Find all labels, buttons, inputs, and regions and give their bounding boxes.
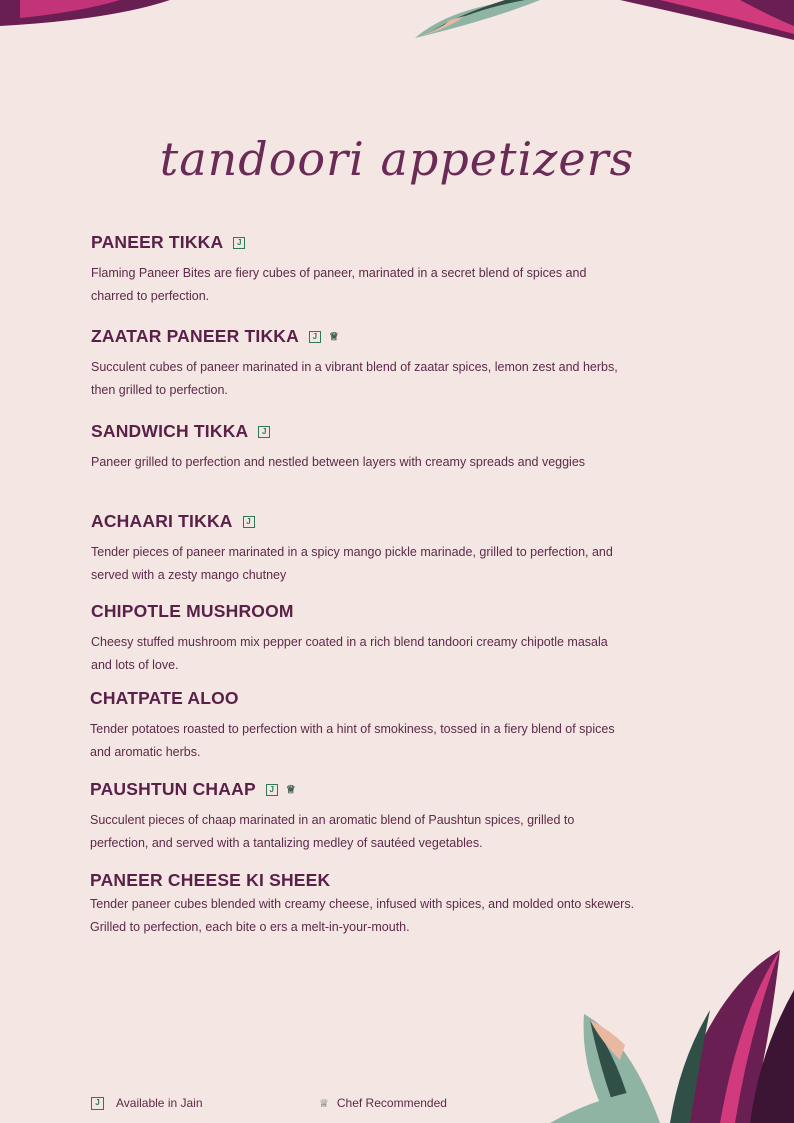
legend-jain-label: Available in Jain [116,1096,203,1110]
menu-item-sandwich-tikka [91,421,621,474]
item-description: Succulent pieces of chaap marinated in an aromatic blend of Paushtun spices, grilled to perfection, and served with a tantalizing medley of sautéed vegetables. [90,813,575,850]
menu-item-achaari-tikka [91,511,621,587]
jain-icon: J [309,331,321,343]
item-name: SANDWICH TIKKA [91,421,249,441]
chef-hat-icon: ♕ [319,1097,329,1110]
item-description: Paneer grilled to perfection and nestled between layers with creamy spreads and veggies [91,455,586,469]
menu-item-paneer-tikka [91,232,621,308]
jain-icon: J [243,516,255,528]
chef-hat-icon: ♕ [285,784,296,796]
legend-chef-label: Chef Recommended [336,1096,447,1110]
item-name: ZAATAR PANEER TIKKA [91,326,299,346]
leaf-decoration-top-left [0,0,170,30]
item-name: PANEER CHEESE KI SHEEK [90,870,331,890]
page-title: tandoori appetizers [159,132,635,186]
item-name: PAUSHTUN CHAAP [90,779,256,799]
item-name: CHIPOTLE MUSHROOM [91,601,294,621]
item-description: Succulent cubes of paneer marinated in a vibrant blend of zaatar spices, lemon zest and herbs, then grilled to perfection. [91,360,618,397]
item-description: Tender pieces of paneer marinated in a spicy mango pickle marinade, grilled to perfection, and served with a zesty mango chutney [91,545,613,582]
leaf-decoration-bottom-right [550,950,794,1123]
menu-item-paushtun-chaap [90,779,630,855]
jain-icon: J [233,237,245,249]
item-description: Flaming Paneer Bites are fiery cubes of paneer, marinated in a secret blend of spices and charred to perfection. [91,266,587,303]
jain-icon: J [91,1097,104,1110]
menu-item-chipotle-mushroom [91,601,621,677]
legend-jain [91,1096,203,1110]
item-description: Cheesy stuffed mushroom mix pepper coated in a rich blend tandoori creamy chipotle masala and lots of love. [91,635,608,672]
legend-chef [319,1096,447,1110]
jain-icon: J [266,784,278,796]
item-name: ACHAARI TIKKA [91,511,233,531]
item-name: CHATPATE ALOO [90,688,239,708]
leaf-decoration-top-right [410,0,794,44]
jain-icon: J [258,426,270,438]
menu-item-chatpate-aloo [90,688,620,764]
menu-item-zaatar-paneer-tikka [91,326,621,402]
item-description: Tender potatoes roasted to perfection with a hint of smokiness, tossed in a fiery blend of spices and aromatic herbs. [90,722,615,759]
menu-item-paneer-cheese-ki-sheek [90,870,650,939]
item-name: PANEER TIKKA [91,232,224,252]
chef-hat-icon: ♕ [328,331,340,343]
item-description: Tender paneer cubes blended with creamy cheese, infused with spices, and molded onto skewers. Grilled to perfection, each bite o ers a melt-in-your-mouth. [90,897,635,934]
